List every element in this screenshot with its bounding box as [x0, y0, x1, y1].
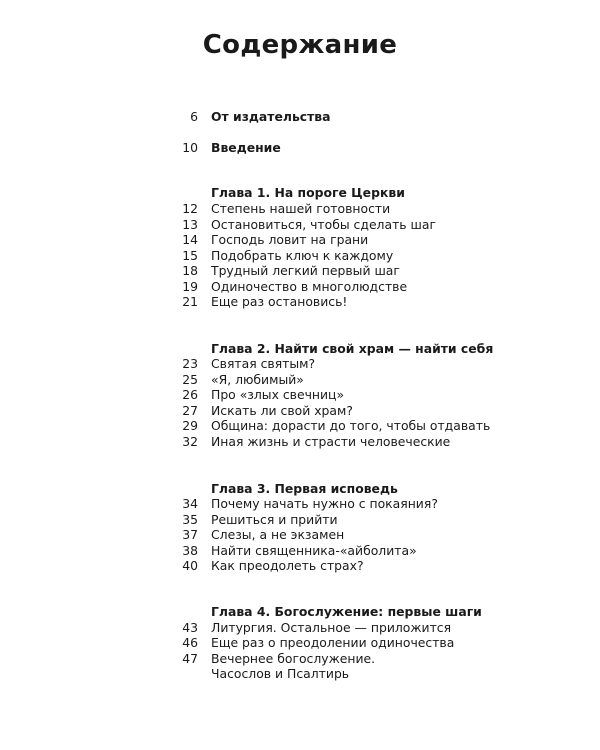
toc-entry[interactable]	[0, 635, 600, 651]
toc-entry-publisher-note[interactable]	[0, 109, 600, 125]
chapter-title: Глава 1. На пороге Церкви	[211, 185, 405, 200]
toc-entry[interactable]	[0, 434, 600, 450]
entry-title: Еще раз о преодолении одиночества	[211, 635, 455, 650]
toc-entry[interactable]	[0, 543, 600, 559]
entry-title: Про «злых свечниц»	[211, 387, 345, 402]
page-number: 15	[182, 248, 198, 263]
toc-entry[interactable]	[0, 294, 600, 310]
entry-title: Искать ли свой храм?	[211, 403, 353, 418]
entry-title: Иная жизнь и страсти человеческие	[211, 434, 451, 449]
page-number: 21	[182, 294, 198, 309]
chapter-title: Глава 2. Найти свой храм — найти себя	[211, 341, 494, 356]
page-number: 6	[190, 109, 198, 124]
toc-entry[interactable]	[0, 217, 600, 233]
toc-entry[interactable]	[0, 201, 600, 217]
page-number: 12	[182, 201, 198, 216]
entry-title: Остановиться, чтобы сделать шаг	[211, 217, 436, 232]
toc-entry[interactable]	[0, 527, 600, 543]
entry-title: Подобрать ключ к каждому	[211, 248, 394, 263]
toc-entry[interactable]	[0, 279, 600, 295]
entry-title: Литургия. Остальное — приложится	[211, 620, 452, 635]
entry-title: Святая святым?	[211, 356, 316, 371]
chapter-heading-1[interactable]	[0, 185, 600, 201]
page-number: 37	[182, 527, 198, 542]
page-title: Содержание	[202, 30, 398, 60]
chapter-heading-2[interactable]	[0, 341, 600, 357]
page-number: 32	[182, 434, 198, 449]
toc-entry[interactable]	[0, 263, 600, 279]
page-number: 29	[182, 418, 198, 433]
chapter-title: Глава 4. Богослужение: первые шаги	[211, 604, 482, 619]
entry-title: Община: дорасти до того, чтобы отдавать	[211, 418, 491, 433]
page-number: 19	[182, 279, 198, 294]
page-number: 40	[182, 558, 198, 573]
entry-title: Почему начать нужно с покаяния?	[211, 496, 438, 511]
page-number: 10	[182, 140, 198, 155]
toc-entry[interactable]	[0, 356, 600, 372]
toc-entry[interactable]	[0, 512, 600, 528]
page-number: 25	[182, 372, 198, 387]
entry-title: Часослов и Псалтирь	[211, 666, 350, 681]
entry-title: Еще раз остановись!	[211, 294, 348, 309]
toc-entry[interactable]	[0, 387, 600, 403]
entry-title: «Я, любимый»	[211, 372, 304, 387]
toc-entry[interactable]	[0, 496, 600, 512]
chapter-title: Глава 3. Первая исповедь	[211, 481, 398, 496]
toc-entry[interactable]	[0, 651, 600, 667]
page-number: 14	[182, 232, 198, 247]
toc-entry-continuation[interactable]	[0, 666, 600, 682]
toc-entry[interactable]	[0, 418, 600, 434]
entry-title: Найти священника-«айболита»	[211, 543, 417, 558]
page-number: 13	[182, 217, 198, 232]
entry-title: Одиночество в многолюдстве	[211, 279, 408, 294]
page-number: 34	[182, 496, 198, 511]
page-number: 23	[182, 356, 198, 371]
toc-entry[interactable]	[0, 403, 600, 419]
page-number: 27	[182, 403, 198, 418]
page-number: 38	[182, 543, 198, 558]
chapter-heading-4[interactable]	[0, 604, 600, 620]
toc-entry[interactable]	[0, 372, 600, 388]
chapter-heading-3[interactable]	[0, 481, 600, 497]
page-number: 26	[182, 387, 198, 402]
entry-title: От издательства	[211, 109, 331, 124]
entry-title: Вечернее богослужение.	[211, 651, 376, 666]
entry-title: Решиться и прийти	[211, 512, 338, 527]
toc-entry[interactable]	[0, 248, 600, 264]
toc-entry[interactable]	[0, 558, 600, 574]
page-number: 47	[182, 651, 198, 666]
toc-entry[interactable]	[0, 232, 600, 248]
page-number: 43	[182, 620, 198, 635]
toc-entry-introduction[interactable]	[0, 140, 600, 156]
entry-title: Господь ловит на грани	[211, 232, 369, 247]
page-number: 18	[182, 263, 198, 278]
entry-title: Трудный легкий первый шаг	[211, 263, 400, 278]
entry-title: Слезы, а не экзамен	[211, 527, 345, 542]
toc-entry[interactable]	[0, 620, 600, 636]
entry-title: Степень нашей готовности	[211, 201, 391, 216]
page-number: 46	[182, 635, 198, 650]
entry-title: Как преодолеть страх?	[211, 558, 364, 573]
entry-title: Введение	[211, 140, 281, 155]
page-number: 35	[182, 512, 198, 527]
